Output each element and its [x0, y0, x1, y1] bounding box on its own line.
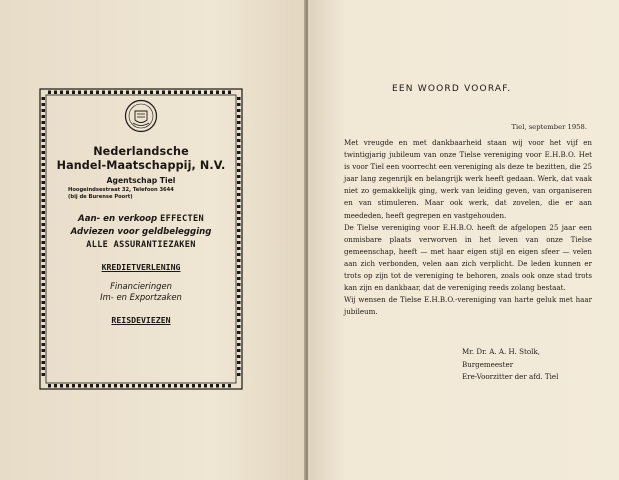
advertisement-content: [52, 99, 230, 325]
service-investment-advice: Adviezen voor geldbelegging: [70, 227, 212, 237]
advertisement-frame: [38, 87, 244, 391]
signatory-honorary-role: Ere-Voorzitter der afd. Tiel: [462, 372, 559, 381]
company-name: [52, 145, 230, 173]
page-title: EEN WOORD VOORAF.: [392, 84, 512, 94]
address-line2: (bij de Burense Poort): [68, 194, 133, 200]
service-credit: KREDIETVERLENING: [101, 262, 181, 272]
services-list: [52, 213, 230, 252]
address: [52, 187, 230, 201]
service-securities-prefix: Aan- en verkoop: [78, 214, 161, 224]
foreword-paragraph-3: Wij wensen de Tielse E.H.B.O.-vereniging van harte geluk met haar jubileum.: [344, 295, 592, 317]
service-travel-currency: REISDEVIEZEN: [111, 315, 171, 325]
agency-name: Agentschap Tiel: [106, 176, 176, 185]
bank-emblem-icon: [124, 99, 158, 133]
foreword-body: [344, 137, 592, 318]
foreword-paragraph-1: Met vreugde en met dankbaarheid staan wij voor het vijf en twintigjarig jubileum van onze Tielse vereniging voor E.H.B.O. Het is voor Tiel een voorrecht een vereniging als deze te bezitten, die 25 jaar lang zegenrijk en belangrijk werk heeft gedaan. Werk, dat vaak niet zo gemakkelijk ging, werk van leiding geven, van organiseren en van stimuleren. Maar ook werk, dat zovelen, die er aan meededen, heeft gegrepen en vastgehouden.: [344, 138, 592, 220]
service-insurance: ALLE ASSURANTIEZAKEN: [86, 240, 196, 250]
signature-block: [462, 346, 558, 384]
signatory-name: Mr. Dr. A. A. H. Stolk,: [462, 347, 540, 356]
company-name-line2: Handel-Maatschappij, N.V.: [56, 159, 226, 172]
finance-line1: Financieringen: [110, 281, 172, 291]
service-securities-strong: EFFECTEN: [160, 214, 204, 224]
service-securities: [52, 213, 230, 226]
finance-line2: Im- en Exportzaken: [100, 292, 182, 302]
date-line: Tiel, september 1958.: [511, 123, 587, 131]
address-line1: Hoogeindsestraat 32, Telefoon 3644: [68, 187, 174, 193]
company-name-line1: Nederlandsche: [93, 145, 189, 158]
left-page: [0, 0, 306, 480]
service-finance: [52, 281, 230, 303]
signatory-role: Burgemeester: [462, 359, 514, 369]
foreword-paragraph-2: De Tielse vereniging voor E.H.B.O. heeft de afgelopen 25 jaar een onmisbare plaats verworven in het leven van onze Tielse gemeenschap, heeft — met haar eigen stijl en eigen sfeer — velen aan zich verbonden, velen aan zich verplicht. De leden kunnen er trots op zijn tot de vereniging te behoren, zoals ook onze stad trots kan zijn en dankbaar, dat de vereniging reeds zolang bestaat.: [344, 222, 592, 293]
